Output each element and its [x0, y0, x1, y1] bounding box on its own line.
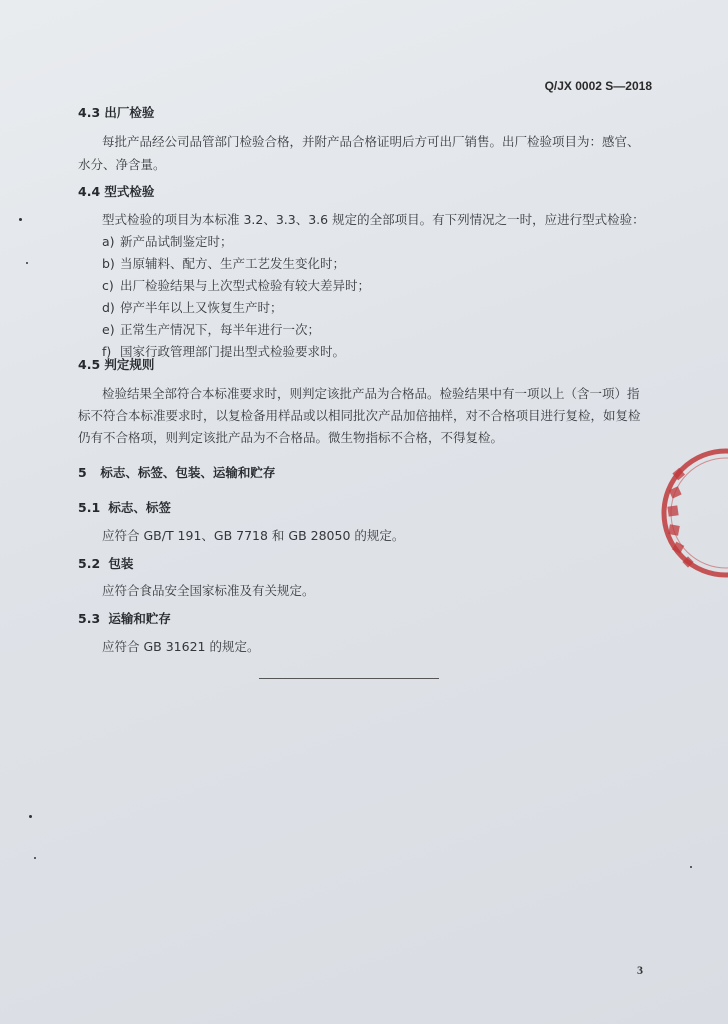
section-title: 包装 — [108, 556, 134, 571]
paragraph-line: 应符合 GB/T 191、GB 7718 和 GB 28050 的规定。 — [102, 528, 405, 543]
list-marker: c) — [102, 278, 114, 293]
page-number: 3 — [637, 963, 643, 977]
list-marker: b) — [102, 256, 115, 271]
section-4-3-heading — [78, 103, 154, 121]
list-marker: e) — [102, 322, 115, 337]
list-item — [102, 298, 283, 316]
section-number: 5.1 — [78, 500, 101, 515]
list-text: 国家行政管理部门提出型式检验要求时。 — [120, 344, 346, 359]
scan-speck — [34, 857, 36, 859]
paragraph-line: 仍有不合格项，则判定该批产品为不合格品。微生物指标不合格，不得复检。 — [78, 430, 504, 445]
paragraph-line: 水分、净含量。 — [78, 157, 166, 172]
section-number: 4.4 — [78, 184, 101, 199]
standard-code: Q/JX 0002 S—2018 — [544, 79, 652, 93]
section-5-2-heading — [78, 554, 133, 572]
section-title: 型式检验 — [104, 184, 155, 199]
section-number: 4.5 — [78, 357, 101, 372]
paragraph-line: 应符合 GB 31621 的规定。 — [102, 639, 260, 654]
section-5-heading — [78, 463, 275, 481]
section-4-5-heading — [78, 355, 154, 373]
section-number: 4.3 — [78, 105, 101, 120]
section-title: 出厂检验 — [104, 105, 155, 120]
section-5-1-heading — [78, 498, 171, 516]
company-seal-icon — [648, 438, 728, 588]
section-title: 标志、标签 — [108, 500, 171, 515]
list-text: 停产半年以上又恢复生产时； — [120, 300, 283, 315]
list-marker: a) — [102, 234, 115, 249]
section-number: 5.2 — [78, 556, 101, 571]
section-4-4-heading — [78, 182, 154, 200]
section-title: 判定规则 — [104, 357, 155, 372]
list-marker: d) — [102, 300, 115, 315]
list-item — [102, 232, 233, 250]
scan-speck — [690, 866, 692, 868]
section-number: 5 — [78, 465, 87, 480]
list-text: 当原辅料、配方、生产工艺发生变化时； — [120, 256, 346, 271]
list-text: 出厂检验结果与上次型式检验有较大差异时； — [120, 278, 371, 293]
list-text: 新产品试制鉴定时； — [120, 234, 233, 249]
list-marker: f) — [102, 344, 112, 359]
end-rule — [259, 678, 439, 679]
list-item — [102, 254, 345, 272]
section-title: 运输和贮存 — [108, 611, 171, 626]
paragraph-line: 型式检验的项目为本标准 3.2、3.3、3.6 规定的全部项目。有下列情况之一时，应进行型式检验： — [102, 212, 645, 227]
paragraph-line: 检验结果全部符合本标准要求时，则判定该批产品为合格品。检验结果中有一项以上（含一项）指 — [102, 386, 640, 401]
section-5-3-heading — [78, 609, 171, 627]
list-text: 正常生产情况下，每半年进行一次； — [120, 322, 321, 337]
section-number: 5.3 — [78, 611, 101, 626]
scan-speck — [26, 262, 28, 264]
list-item — [102, 276, 370, 294]
paragraph-line: 应符合食品安全国家标准及有关规定。 — [102, 583, 315, 598]
paragraph-line: 每批产品经公司品管部门检验合格，并附产品合格证明后方可出厂销售。出厂检验项目为：感官、 — [102, 134, 640, 149]
list-item — [102, 320, 320, 338]
scan-speck — [29, 815, 32, 818]
scan-speck — [19, 218, 22, 221]
paragraph-line: 标不符合本标准要求时，以复检备用样品或以相同批次产品加倍抽样，对不合格项目进行复检，如复检 — [78, 408, 641, 423]
section-title: 标志、标签、包装、运输和贮存 — [100, 465, 276, 480]
